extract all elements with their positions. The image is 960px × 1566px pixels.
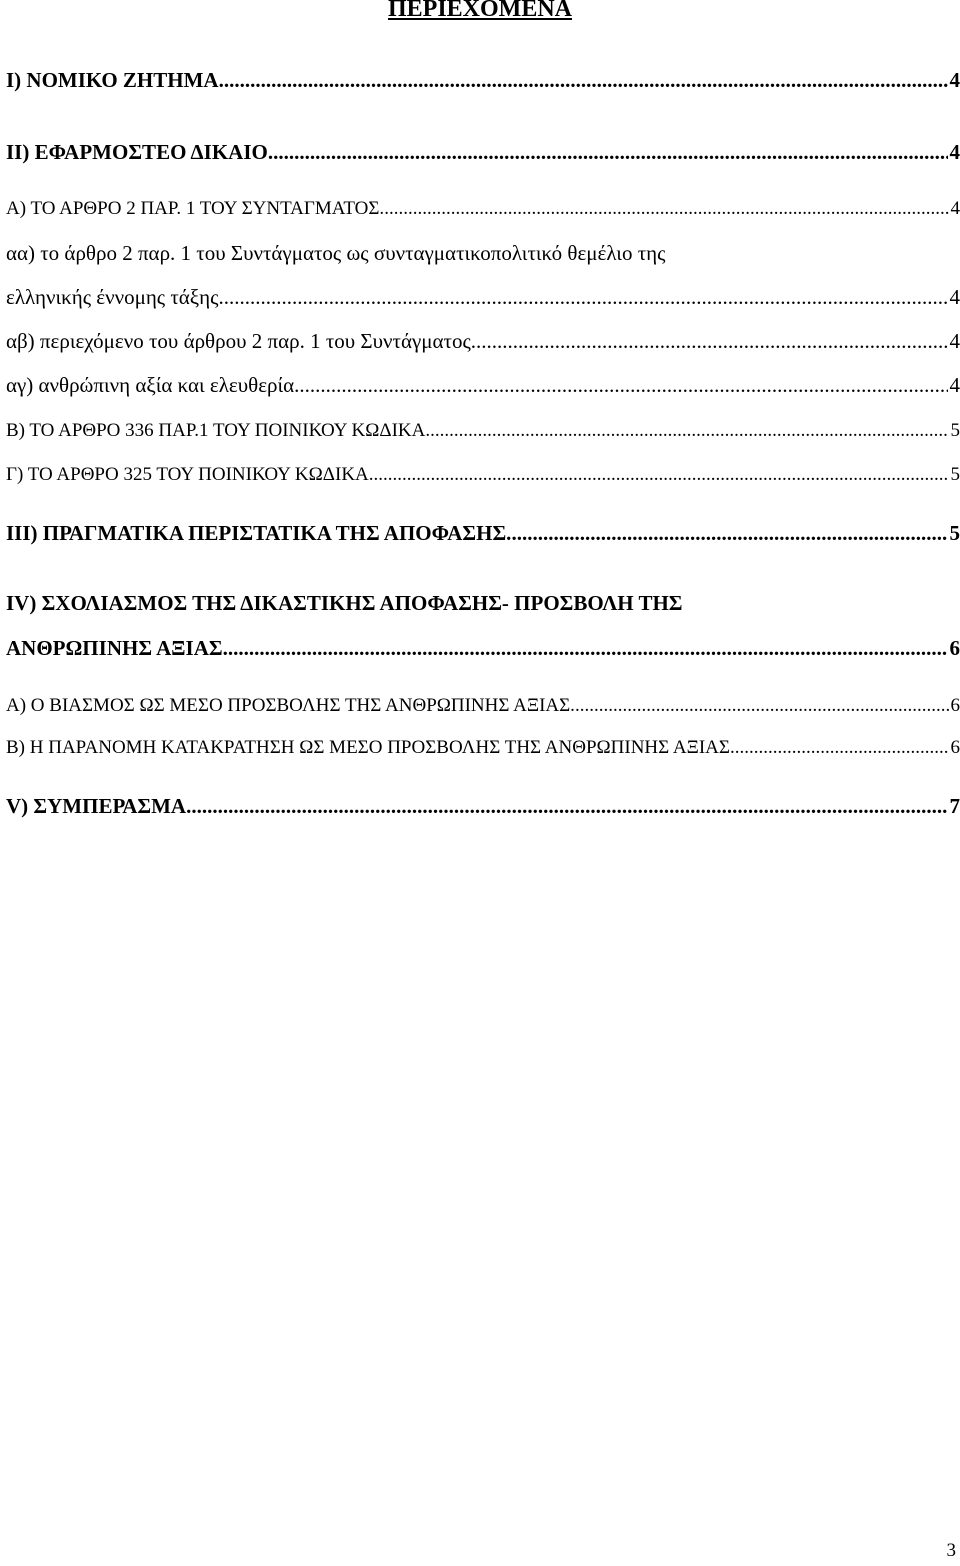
toc-leader-dots bbox=[374, 464, 949, 486]
toc-page-number: 5 bbox=[950, 420, 960, 441]
toc-entry-text: Β) ΤΟ ΑΡΘΡΟ 336 ΠΑΡ.1 ΤΟΥ ΠΟΙΝΙΚΟΥ ΚΩΔΙΚΑ. bbox=[6, 420, 431, 441]
toc-entry-aa-line2[interactable] bbox=[6, 277, 960, 317]
toc-page-number: 4 bbox=[950, 198, 960, 219]
toc-page-number: 4 bbox=[949, 139, 960, 164]
toc-entry-ag-anthropini-axia[interactable] bbox=[6, 365, 960, 405]
toc-leader-dots bbox=[228, 636, 948, 661]
toc-leader-dots bbox=[224, 285, 948, 310]
toc-leader-dots bbox=[191, 794, 947, 819]
toc-entry-text: ΑΝΘΡΩΠΙΝΗΣ ΑΞΙΑΣ. bbox=[6, 635, 228, 660]
toc-entry-symperasma[interactable] bbox=[6, 786, 960, 826]
toc-entry-arthro-2-syntagmatos[interactable] bbox=[6, 189, 960, 229]
toc-leader-dots bbox=[476, 329, 947, 354]
toc-leader-dots bbox=[511, 521, 947, 546]
toc-leader-dots bbox=[224, 68, 948, 93]
toc-page-number: 7 bbox=[949, 793, 960, 818]
toc-entry-text: Α) Ο ΒΙΑΣΜΟΣ ΩΣ ΜΕΣΟ ΠΡΟΣΒΟΛΗΣ ΤΗΣ ΑΝΘΡΩΠΙΝΗΣ ΑΞΙΑΣ. bbox=[6, 695, 575, 716]
toc-entry-text: V) ΣΥΜΠΕΡΑΣΜΑ. bbox=[6, 793, 192, 818]
toc-entry-paranomi-katakratisi[interactable] bbox=[6, 728, 960, 768]
toc-entry-nomiko-zitima[interactable] bbox=[6, 60, 960, 100]
toc-entry-aa-line1[interactable] bbox=[6, 233, 960, 273]
toc-page-number: 6 bbox=[949, 635, 960, 660]
toc-page-number: 6 bbox=[950, 737, 960, 758]
toc-entry-iv-line1[interactable] bbox=[6, 583, 960, 623]
toc-entry-arthro-325[interactable] bbox=[6, 455, 960, 495]
toc-entry-text: II) ΕΦΑΡΜΟΣΤΕΟ ΔΙΚΑΙΟ. bbox=[6, 139, 274, 164]
toc-entry-text: I) ΝΟΜΙΚΟ ΖΗΤΗΜΑ. bbox=[6, 67, 224, 92]
toc-entry-iv-line2[interactable] bbox=[6, 628, 960, 668]
toc-page-number: 4 bbox=[949, 372, 960, 397]
toc-entry-arthro-336[interactable] bbox=[6, 411, 960, 451]
toc-page-number: 4 bbox=[949, 328, 960, 353]
toc-entry-text: αβ) περιεχόμενο του άρθρου 2 παρ. 1 του Συντάγματος. bbox=[6, 328, 477, 353]
toc-entry-viasmos[interactable] bbox=[6, 686, 960, 726]
toc-entry-efarmosteo-dikaio[interactable] bbox=[6, 132, 960, 172]
toc-leader-dots bbox=[430, 420, 948, 442]
toc-entry-text: αγ) ανθρώπινη αξία και ελευθερία. bbox=[6, 372, 300, 397]
toc-title: ΠΕΡΙΕΧΟΜΕΝΑ bbox=[387, 0, 572, 22]
toc-entry-text: Β) Η ΠΑΡΑΝΟΜΗ ΚΑΤΑΚΡΑΤΗΣΗ ΩΣ ΜΕΣΟ ΠΡΟΣΒΟΛΗΣ ΤΗΣ ΑΝΘΡΩΠΙΝΗΣ ΑΞΙΑΣ. bbox=[6, 737, 735, 758]
toc-page-number: 5 bbox=[950, 464, 960, 485]
toc-entry-text-line1: IV) ΣΧΟΛΙΑΣΜΟΣ ΤΗΣ ΔΙΚΑΣΤΙΚΗΣ ΑΠΟΦΑΣΗΣ- ΠΡΟΣΒΟΛΗ ΤΗΣ bbox=[6, 591, 683, 615]
toc-leader-dots bbox=[273, 140, 947, 165]
toc-entry-text-line1: αα) το άρθρο 2 παρ. 1 του Συντάγματος ως συνταγματικοπολιτικό θεμέλιο της bbox=[6, 241, 666, 265]
toc-page-number: 4 bbox=[949, 67, 960, 92]
toc-entry-ab-periexomeno[interactable] bbox=[6, 321, 960, 361]
toc-page-number: 6 bbox=[950, 695, 960, 716]
toc-leader-dots bbox=[299, 373, 947, 398]
toc-entry-text: III) ΠΡΑΓΜΑΤΙΚΑ ΠΕΡΙΣΤΑΤΙΚΑ ΤΗΣ ΑΠΟΦΑΣΗΣ. bbox=[6, 520, 512, 545]
toc-entry-text: Γ) ΤΟ ΑΡΘΡΟ 325 ΤΟΥ ΠΟΙΝΙΚΟΥ ΚΩΔΙΚΑ. bbox=[6, 464, 374, 485]
toc-page-number: 5 bbox=[949, 520, 960, 545]
toc-entry-text: ελληνικής έννομης τάξης. bbox=[6, 284, 224, 309]
toc-entry-text: Α) ΤΟ ΑΡΘΡΟ 2 ΠΑΡ. 1 ΤΟΥ ΣΥΝΤΑΓΜΑΤΟΣ. bbox=[6, 198, 385, 219]
toc-leader-dots bbox=[575, 695, 949, 717]
toc-entry-pragmatika-peristatika[interactable] bbox=[6, 513, 960, 553]
toc-leader-dots bbox=[384, 198, 948, 220]
toc-page-number: 4 bbox=[949, 284, 960, 309]
toc-leader-dots bbox=[735, 737, 949, 759]
page-number: 3 bbox=[946, 1540, 956, 1561]
